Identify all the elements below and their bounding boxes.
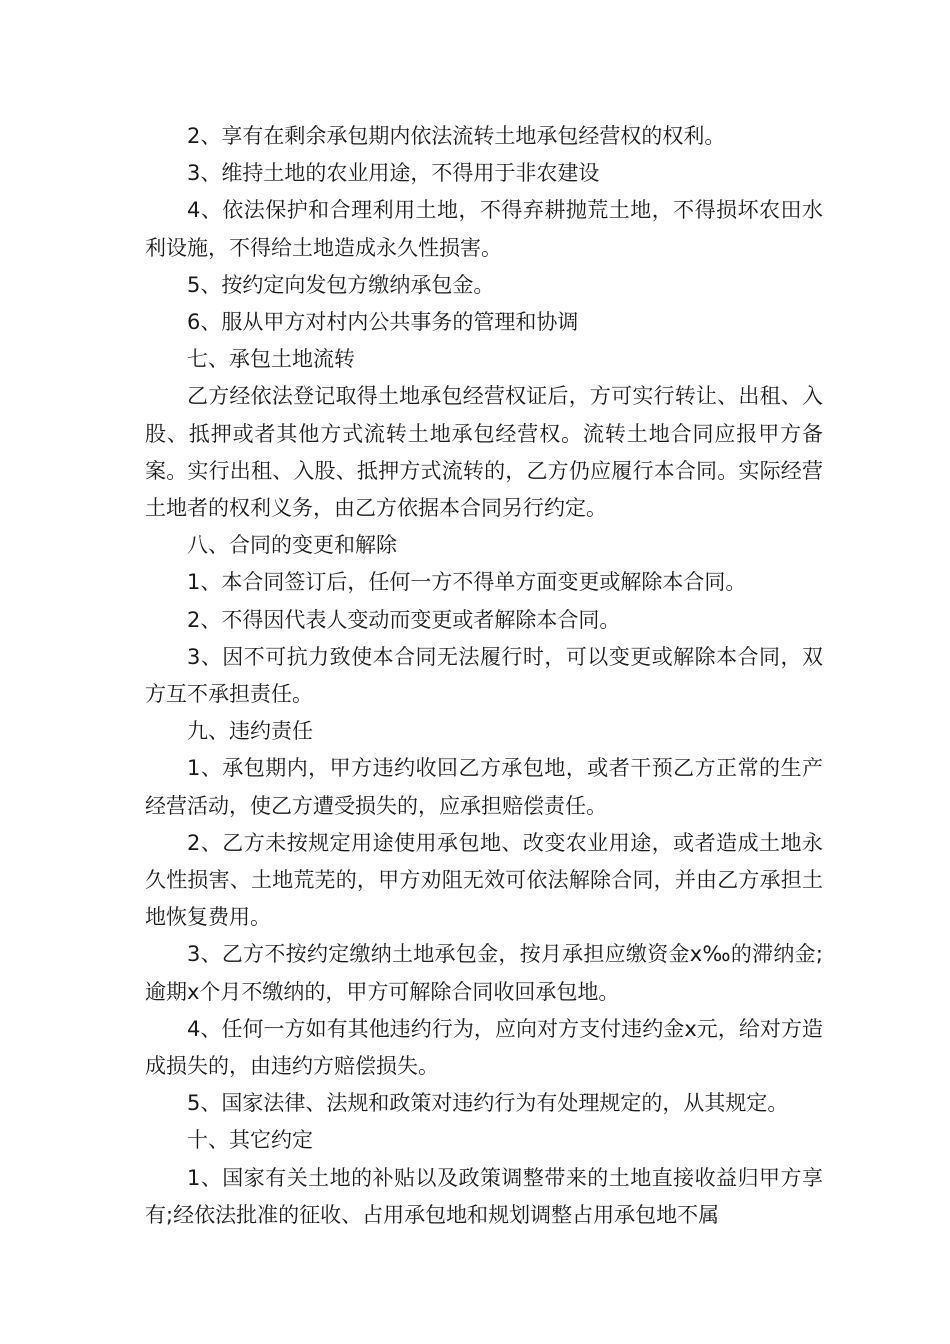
clause-5-pay-fee: 5、按约定向发包方缴纳承包金。 <box>187 272 495 297</box>
section-9-clause-5: 5、国家法律、法规和政策对违约行为有处理规定的，从其规定。 <box>187 1091 789 1116</box>
section-7-body: 乙方经依法登记取得土地承包经营权证后，方可实行转让、出租、入股、抵押或者其他方式流转土地承包经营权。流转土地合同应报甲方备案。实行出租、入股、抵押方式流转的，乙方仍应履行本合同。实际经营土地者的权利义务，由乙方依据本合同另行约定。 <box>145 384 823 521</box>
section-10-clause-1: 1、国家有关土地的补贴以及政策调整带来的土地直接收益归甲方享有;经依法批准的征收、占用承包地和规划调整占用承包地不属 <box>145 1165 823 1227</box>
section-heading-9: 九、违约责任 <box>187 719 313 744</box>
section-8-clause-1: 1、本合同签订后，任何一方不得单方面变更或解除本合同。 <box>187 570 747 595</box>
section-8-clause-3: 3、因不可抗力致使本合同无法履行时，可以变更或解除本合同，双方互不承担责任。 <box>145 644 823 707</box>
section-8-clause-2: 2、不得因代表人变动而变更或者解除本合同。 <box>187 607 621 632</box>
clause-3-agricultural-use: 3、维持土地的农业用途，不得用于非农建设 <box>187 161 600 186</box>
section-9-clause-2: 2、乙方未按规定用途使用承包地、改变农业用途，或者造成土地永久性损害、土地荒芜的，甲方劝阻无效可依法解除合同，并由乙方承担土地恢复费用。 <box>145 830 823 930</box>
clause-4-protect-land: 4、依法保护和合理利用土地，不得弃耕抛荒土地，不得损坏农田水利设施，不得给土地造成永久性损害。 <box>145 198 823 260</box>
clause-6-obey-management: 6、服从甲方对村内公共事务的管理和协调 <box>187 310 579 335</box>
section-heading-7: 七、承包土地流转 <box>187 347 355 372</box>
clause-2-right-to-transfer: 2、享有在剩余承包期内依法流转土地承包经营权的权利。 <box>187 124 726 148</box>
document-page <box>145 118 823 1234</box>
section-9-clause-1: 1、承包期内，甲方违约收回乙方承包地，或者干预乙方正常的生产经营活动，使乙方遭受损失的，应承担赔偿责任。 <box>145 756 823 818</box>
section-heading-8: 八、合同的变更和解除 <box>187 533 397 558</box>
section-9-clause-4: 4、任何一方如有其他违约行为，应向对方支付违约金x元，给对方造成损失的，由违约方赔偿损失。 <box>145 1016 823 1079</box>
section-9-clause-3: 3、乙方不按约定缴纳土地承包金，按月承担应缴资金x‰的滞纳金;逾期x个月不缴纳的，甲方可解除合同收回承包地。 <box>145 942 823 1004</box>
section-heading-10: 十、其它约定 <box>187 1128 313 1153</box>
